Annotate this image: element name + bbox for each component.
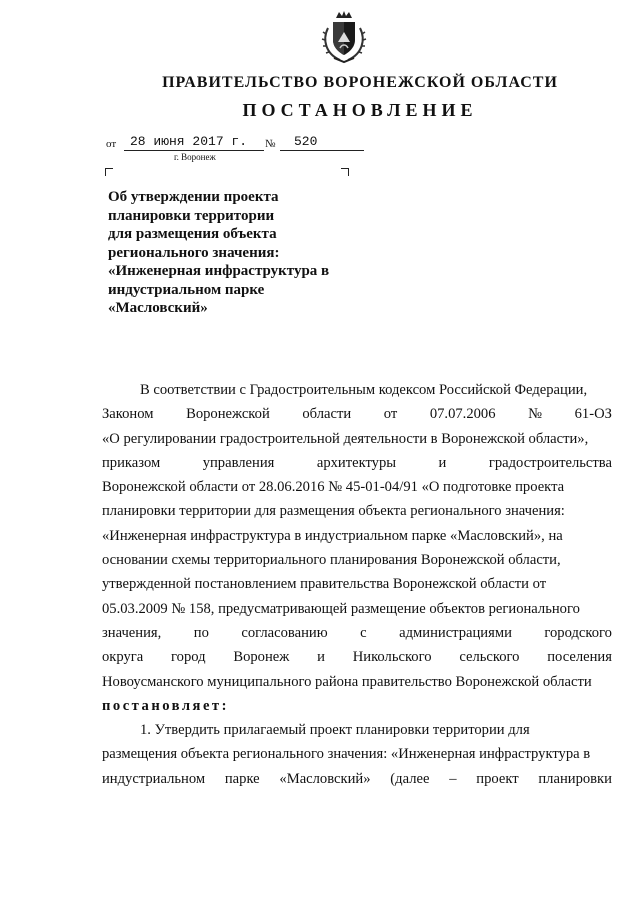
body-line: «О регулировании градостроительной деятельности в Воронежской области», [102, 430, 589, 447]
word: «Масловский» [279, 770, 371, 787]
decree-word: постановляет: [102, 697, 229, 714]
word: от [383, 406, 398, 423]
document-body [102, 378, 612, 791]
body-line-justified [102, 645, 612, 669]
document-date: 28 июня 2017 г. [124, 134, 264, 151]
word: округа [102, 649, 144, 666]
word: Законом [102, 406, 154, 423]
body-line: 05.03.2009 № 158, предусматривающей размещение объектов регионального [102, 600, 580, 617]
body-line: В соответствии с Градостроительным кодексом Российской Федерации, [140, 382, 588, 398]
body-line-justified [102, 767, 612, 791]
body-line: утвержденной постановлением правительства Воронежской области от [102, 576, 547, 593]
document-number: 520 [280, 134, 364, 151]
date-label: от [106, 138, 117, 150]
title-line: для размещения объекта [108, 226, 277, 242]
number-label: № [265, 138, 276, 150]
body-line-justified [102, 451, 612, 475]
word: Воронежской [186, 406, 270, 423]
word: проект [476, 770, 519, 787]
word: (далее [390, 770, 430, 787]
word: и [317, 649, 325, 666]
body-line: Новоусманского муниципального района правительство Воронежской области [102, 673, 592, 690]
word: 07.07.2006 [429, 406, 496, 423]
word: городского [544, 624, 612, 641]
word: согласованию [241, 624, 328, 641]
city-name: г. Воронеж [174, 152, 216, 162]
word: области [302, 406, 352, 423]
word: значения, [102, 624, 162, 641]
word: администрациями [399, 624, 512, 641]
document-type: ПОСТАНОВЛЕНИЕ [242, 100, 478, 120]
word: город [171, 649, 206, 666]
word: планировки [538, 770, 612, 787]
body-line-justified [102, 621, 612, 645]
word: и [438, 454, 447, 471]
title-corner-left [105, 168, 113, 176]
coat-of-arms-emblem [320, 10, 368, 64]
item-1-line: 1. Утвердить прилагаемый проект планировки территории для [140, 722, 530, 739]
body-line-justified [102, 402, 612, 426]
word: по [193, 624, 209, 641]
body-line: планировки территории для размещения объекта регионального значения: [102, 503, 565, 520]
title-line: планировки территории [108, 207, 275, 224]
title-line: индустриальном парке [108, 281, 265, 298]
word: Воронеж [233, 649, 290, 666]
organization-name: ПРАВИТЕЛЬСТВО ВОРОНЕЖСКОЙ ОБЛАСТИ [162, 74, 558, 91]
document-title [108, 188, 368, 318]
word: поселения [547, 649, 612, 666]
body-line: основании схемы территориального планирования Воронежской области, [102, 552, 561, 569]
word: с [360, 624, 367, 641]
word: Никольского [352, 649, 432, 666]
word: 61-ОЗ [574, 406, 612, 423]
word: № [528, 406, 543, 423]
word: парке [224, 770, 260, 787]
word: градостроительства [488, 454, 612, 471]
word: архитектуры [316, 454, 397, 471]
body-line: Воронежской области от 28.06.2016 № 45-01-04/91 «О подготовке проекта [102, 479, 565, 496]
word: – [449, 770, 457, 787]
word: индустриальном [102, 770, 206, 787]
word: приказом [102, 454, 161, 471]
title-line: Об утверждении проекта [108, 189, 279, 205]
body-line: «Инженерная инфраструктура в индустриальном парке «Масловский», на [102, 527, 563, 544]
title-line: регионального значения: [108, 244, 280, 261]
word: управления [202, 454, 275, 471]
word: сельского [459, 649, 520, 666]
title-corner-right [341, 168, 349, 176]
item-1-line: размещения объекта регионального значения: «Инженерная инфраструктура в [102, 746, 591, 763]
title-line: «Масловский» [108, 300, 208, 316]
title-line: «Инженерная инфраструктура в [108, 263, 330, 279]
